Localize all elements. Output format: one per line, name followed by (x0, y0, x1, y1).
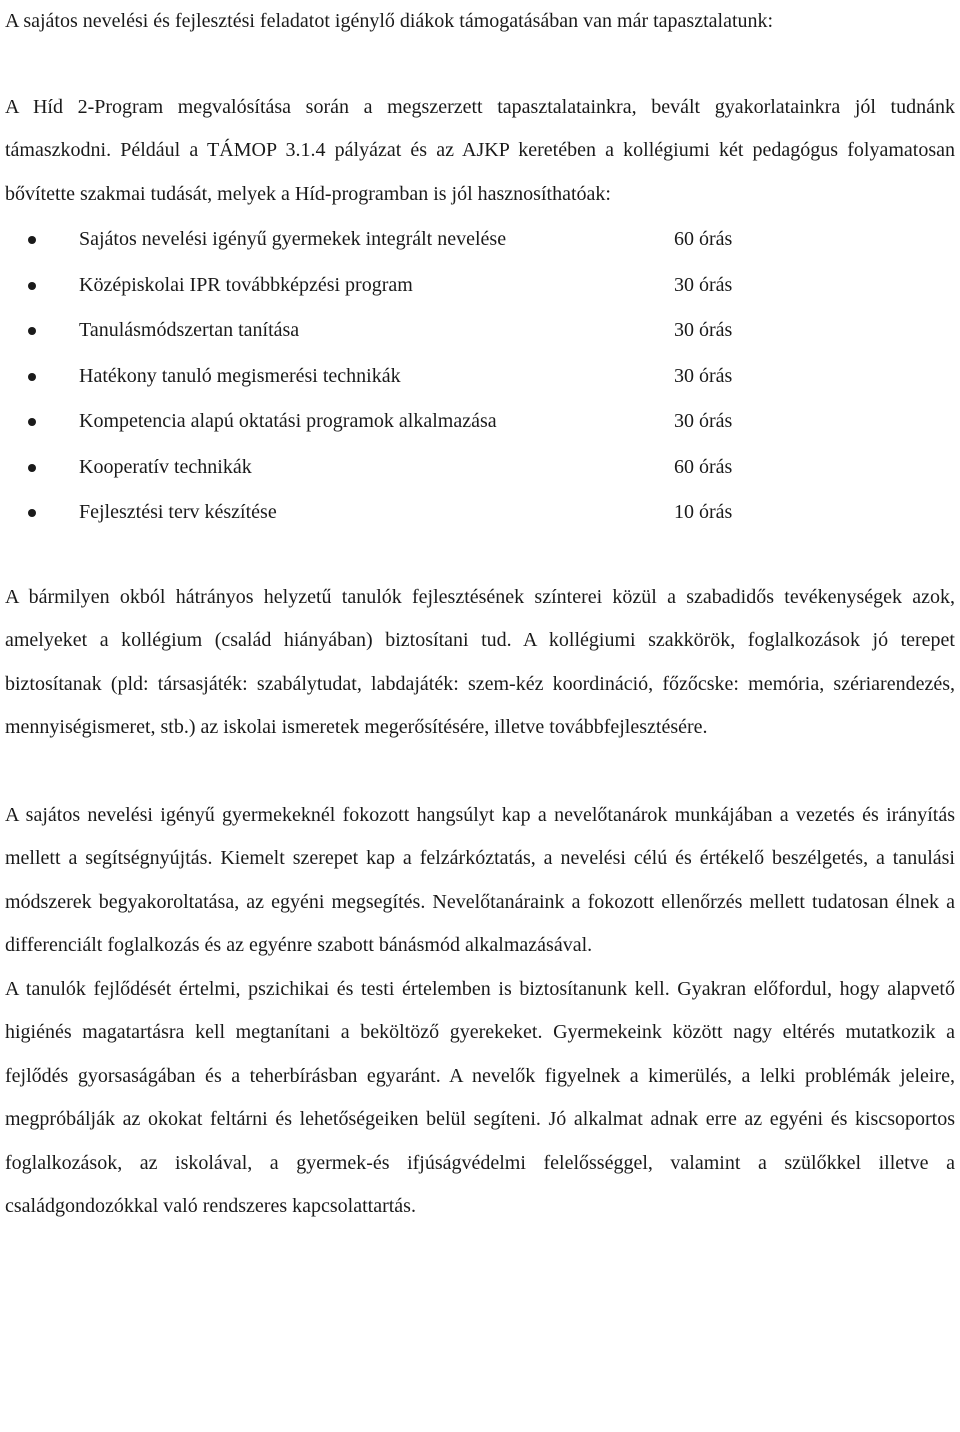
intro-paragraph: A sajátos nevelési és fejlesztési feladatot igénylő diákok támogatásában van már tapasztalatunk: (5, 10, 774, 32)
list-item (5, 445, 955, 491)
course-name: Középiskolai IPR továbbképzési program (79, 273, 413, 296)
list-item (5, 217, 955, 263)
course-hours: 10 órás (674, 501, 733, 523)
course-name: Hatékony tanuló megismerési technikák (79, 364, 401, 387)
bullet-icon (28, 282, 36, 290)
development-paragraph: A tanulók fejlődését értelmi, pszichikai és testi értelemben is biztosítanunk kell. Gyakran előfordul, hogy alapvető higiénés magatartásra kell megtanítani a beköltöző gyerekeket. Gyermekeink között nagy eltérés mutatkozik a fejlődés gyorsaságában és a teherbírásban egyaránt. A nevelők figyelnek a kimerülés, a lelki problémák jeleire, megpróbálják az okokat feltárni és lehetőségeiken belül segíteni. Jó alkalmat adnak erre az egyéni és kiscsoportos foglalkozások, az iskolával, a gyermek-és ifjúságvédelmi felelősséggel, valamint a szülőkkel illetve a családgondozókkal való rendszeres kapcsolattartás. (5, 977, 955, 1217)
course-hours: 60 órás (674, 228, 733, 250)
bullet-icon (28, 236, 36, 244)
bullet-icon (28, 327, 36, 335)
bullet-icon (28, 418, 36, 426)
bullet-icon (28, 509, 36, 517)
course-name: Kompetencia alapú oktatási programok alkalmazása (79, 410, 497, 432)
course-hours: 30 órás (674, 364, 733, 387)
bullet-icon (28, 373, 36, 381)
document-page (5, 0, 955, 1229)
list-item (5, 308, 955, 354)
course-name: Tanulásmódszertan tanítása (79, 319, 300, 341)
list-item (5, 490, 955, 536)
course-hours: 30 órás (674, 410, 733, 432)
hid-program-paragraph: A Híd 2-Program megvalósítása során a megszerzett tapasztalatainkra, bevált gyakorlatainkra jól tudnánk támaszkodni. Például a TÁMOP 3.1.4 pályázat és az AJKP keretében a kollégiumi két pedagógus folyamatosan bővítette szakmai tudását, melyek a Híd-programban is jól hasznosíthatóak: (5, 95, 955, 205)
special-needs-paragraph: A sajátos nevelési igényű gyermekeknél fokozott hangsúlyt kap a nevelőtanárok munkájában a vezetés és irányítás mellett a segítségnyújtás. Kiemelt szerepet kap a felzárkóztatás, a nevelési célú és értékelő beszélgetés, a tanulási módszerek begyakoroltatása, az egyéni megsegítés. Nevelőtanáraink a fokozott ellenőrzés mellett tudatosan élnek a differenciált foglalkozás és az egyénre szabott bánásmód alkalmazásával. (5, 803, 955, 956)
list-item (5, 399, 955, 445)
course-name: Fejlesztési terv készítése (79, 501, 277, 523)
bullet-icon (28, 464, 36, 472)
course-list (5, 217, 955, 536)
course-hours: 30 órás (674, 319, 733, 341)
course-hours: 60 órás (674, 455, 733, 478)
leisure-paragraph: A bármilyen okból hátrányos helyzetű tanulók fejlesztésének színterei közül a szabadidős tevékenységek azok, amelyeket a kollégium (család hiányában) biztosítani tud. A kollégiumi szakkörök, foglalkozások jó terepet biztosítanak (pld: társasjáték: szabálytudat, labdajáték: szem-kéz koordináció, főzőcske: memória, szériarendezés, mennyiségismeret, stb.) az iskolai ismeretek megerősítésére, illetve továbbfejlesztésére. (5, 585, 955, 738)
course-name: Sajátos nevelési igényű gyermekek integrált nevelése (79, 228, 507, 250)
list-item (5, 263, 955, 309)
course-name: Kooperatív technikák (79, 455, 252, 478)
list-item (5, 354, 955, 400)
course-hours: 30 órás (674, 273, 733, 296)
